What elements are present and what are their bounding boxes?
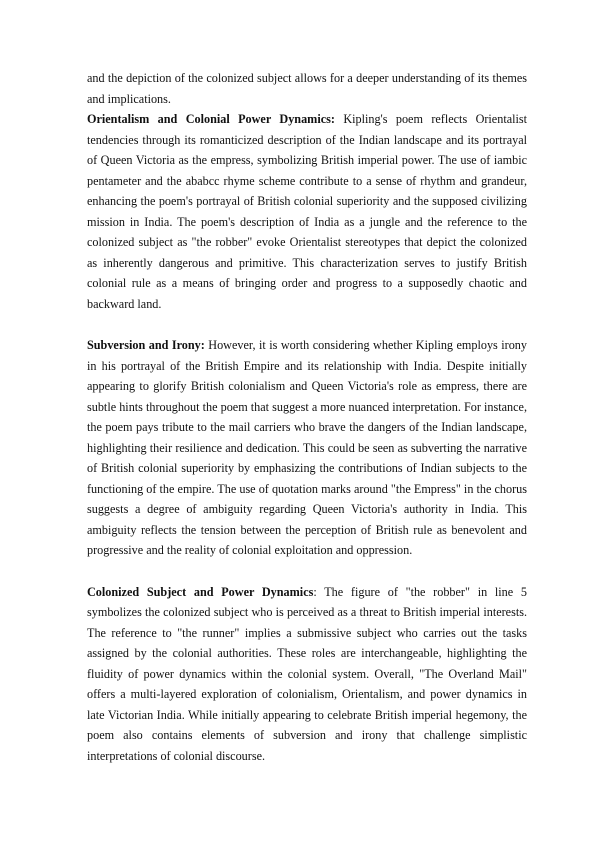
section-orientalism-paragraph [87, 109, 527, 314]
section-orientalism-body: Kipling's poem reflects Orientalist tendencies through its romanticized description of the Indian landscape and its portrayal of Queen Victoria as the empress, symbolizing British imperial power. The use of iambic pentameter and the ababcc rhyme scheme contribute to a sense of rhythm and grandeur, enhancing the poem's portrayal of British colonial superiority and the supposed civilizing mission in India. The poem's description of India as a jungle and the reference to the colonized subject as "the robber" evoke Orientalist stereotypes that depict the colonized as inherently dangerous and primitive. This characterization serves to justify British colonial rule as a means of bringing order and progress to a supposedly chaotic and backward land. [87, 112, 528, 311]
section-orientalism-heading: Orientalism and Colonial Power Dynamics: [87, 112, 335, 126]
intro-text: and the depiction of the colonized subject allows for a deeper understanding of its themes and implications. [87, 71, 527, 106]
paragraph-spacer [87, 561, 527, 582]
section-colonized-heading: Colonized Subject and Power Dynamics [87, 584, 314, 599]
section-subversion-paragraph [87, 335, 527, 561]
section-subversion-body: However, it is worth considering whether Kipling employs irony in his portrayal of the British Empire and its relationship with India. Despite initially appearing to glorify British colonialism and Queen Victoria's role as empress, there are subtle hints throughout the poem that suggest a more nuanced interpretation. For instance, the poem pays tribute to the mail carriers who brave the dangers of the Indian landscape, highlighting their resilience and dedication. This could be seen as subverting the narrative of British colonial superiority by emphasizing the contributions of Indian subjects to the functioning of the empire. The use of quotation marks around "the Empress" in the chorus suggests a degree of ambiguity regarding Queen Victoria's authority in India. This ambiguity reflects the tension between the perception of British rule as benevolent and progressive and the reality of colonial exploitation and oppression. [87, 338, 527, 557]
paragraph-spacer [87, 314, 527, 335]
section-subversion-heading: Subversion and Irony: [87, 338, 205, 352]
section-colonized-body: : The figure of "the robber" in line 5 symbolizes the colonized subject who is perceived as a threat to British imperial interests. The reference to "the runner" implies a submissive subject who carries out the tasks assigned by the colonial authorities. These roles are interchangeable, highlighting the fluidity of power dynamics within the colonial system. Overall, "The Overland Mail" offers a multi-layered exploration of colonialism, Orientalism, and power dynamics in late Victorian India. While initially appearing to celebrate British imperial hegemony, the poem also contains elements of subversion and irony that challenge simplistic interpretations of colonial discourse. [87, 584, 527, 763]
section-colonized-paragraph [87, 582, 527, 767]
intro-paragraph [87, 68, 527, 109]
document-page [87, 68, 527, 766]
